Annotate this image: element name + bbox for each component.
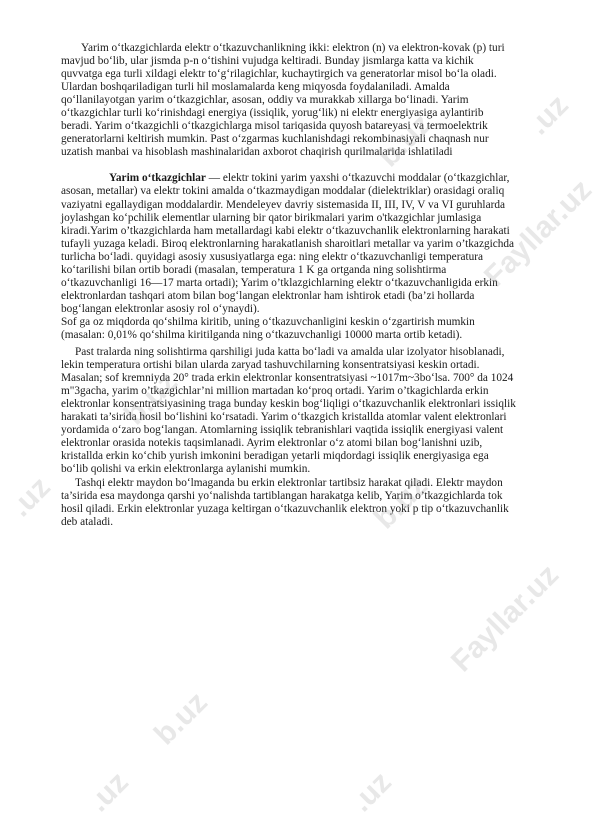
paragraph-electric-field: Tashqi elektr maydon bo‘lmaganda bu erkin elektronlar tartibsiz harakat qiladi. Elektr maydon ta’sirida esa maydonga qarshi yo‘nalishda tartiblangan harakatga kelib, Yarim o’tkazgichlarda tok hosil qiladi. Erkin elektronlar yuzaga keltirgan o‘tkazuvchanlik elektron yoki p tip o‘tkazuvchanlik deb ataladi. <box>61 476 509 528</box>
document-body <box>61 42 517 529</box>
watermark-text: Fayllar.uz <box>478 173 599 294</box>
definition-term: Yarim o‘tkazgichlar <box>109 172 206 185</box>
watermark-text: .uz <box>4 470 57 524</box>
watermark-text: .uz <box>522 88 575 142</box>
definition-text: — elektr tokini yarim yaxshi o‘tkazuvchi moddalar (o‘tkazgichlar, asosan, metallar) va elektr tokini amalda o‘tkazmaydigan moddalar (dielektriklar) orasidagi oraliq vaziyatni egallaydigan moddalardir. Mendeleyev davriy sistemasida II, III, IV, V va VI guruhlarda joylashgan ko‘pchilik elementlar ularning bir qator birikmalari yarim o'tkazgichlar jumlasiga kiradi.Yarim o’tkazgichlarda ham metallardagi kabi elektr o‘tkazuvchanlik elektronlarning harakati tufayli yuzaga keladi. Biroq elektronlarning harakatlanish sharoitlari metallar va yarim o’tkazgichda turlicha bo‘ladi. quyidagi asosiy xususiyatlarga ega: ning elektr o‘tkazuvchanligi temperatura ko‘tarilishi bilan ortib boradi (masalan, temperatura 1 K ga ortganda ning solishtirma o‘tkazuvchanligi 16—17 marta ortadi); Yarim o’tklazgichlarning elektr o‘tkazuvchanligida erkin elektronlardan tashqari atom bilan bog‘langan elektronlar ham ishtirok etadi (ba’zi hollarda bog‘langan elektronlar asosiy rol o‘ynaydi). <box>61 172 515 315</box>
paragraph-impurity: Sof ga oz miqdorda qo‘shilma kiritib, uning o‘tkazuvchanligini keskin o‘zgartirish mumkin (masalan: 0,01% qo‘shilma kiritilganda ning o‘tkazuvchanligi 10000 marta ortib ketadi). <box>61 315 475 341</box>
paragraph-definition <box>61 172 517 316</box>
watermark-text: b.uz <box>368 469 434 536</box>
watermark-text: b.uz <box>118 365 184 432</box>
paragraph-temperature: Past tralarda ning solishtirma qarshiligi juda katta bo‘ladi va amalda ular izolyator hisoblanadi, lekin temperatura ortishi bilan ularda zaryad tashuvchilarning konsentratsiyasi keskin ortadi. Masalan; sof kremniyda 20° trada erkin elektronlar konsentratsiyasi ~1017m~3bo‘lsa. 700° da 1024 m"3gacha, yarim o’tkazgichlar’ni million martadan ko‘proq ortadi. Yarim o’tkagichlarda erkin elektronlar konsentratsiyasining traga bunday keskin bog‘liqligi o‘tkazuvchanlik elektronlari issiqlik harakati ta’sirida hosil bo‘lishini ko‘rsatadi. Yarim o‘tkazgich kristallda atomlar valent elektronlari yordamida o‘zaro bog‘langan. Atomlarning issiqlik tebranishlari vaqtida issiqlik energiyasi valent elektronlar orasida notekis taqsimlanadi. Ayrim elektronlar o‘z atomi bilan bog‘lanishni uzib, kristallda erkin ko‘chib yurish imkonini beradigan yetarli miqdordagi issiqlik energiyasiga ega bo‘lib qolishi va erkin elektronlarga aylanishi mumkin. <box>61 346 516 476</box>
watermark-text: .uz <box>82 765 135 819</box>
watermark-text: Fayllar.uz <box>445 558 566 679</box>
watermark-text: b.uz <box>372 107 438 174</box>
watermark-text: b.uz <box>148 685 214 752</box>
watermark-text: .uz <box>345 765 398 819</box>
paragraph-intro: Yarim o‘tkazgichlarda elektr o‘tkazuvchanlikning ikki: elektron (n) va elektron-kovak (p) turi mavjud bo‘lib, ular jismda p-n o‘tishini vujudga keltiradi. Bunday jismlarga katta va kichik quvvatga ega turli xildagi elektr to‘g‘rilagichlar, kuchaytirgich va generatorlar misol bo‘la oladi. Ulardan boshqariladigan turli hil moslamalarda keng miqyosda foydalaniladi. Amalda qo‘llanilayotgan yarim o‘tkazgichlar, asosan, oddiy va murakkab xillarga bo‘linadi. Yarim o‘tkazgichlar turli ko‘rinishdagi energiya (issiqlik, yorug‘lik) ni elektr energiyasiga aylantirib beradi. Yarim o‘tkazgichli o‘tkazgichlarga misol tariqasida quyosh batareyasi va termoelektrik generatorlarni keltirish mumkin. Past o‘zgarmas kuchlanishdagi rekombinasiyali chaqnash nur uzatish manbai va hisoblash mashinalaridan axborot chaqirish qurilmalarida ishlatiladi <box>61 42 505 159</box>
